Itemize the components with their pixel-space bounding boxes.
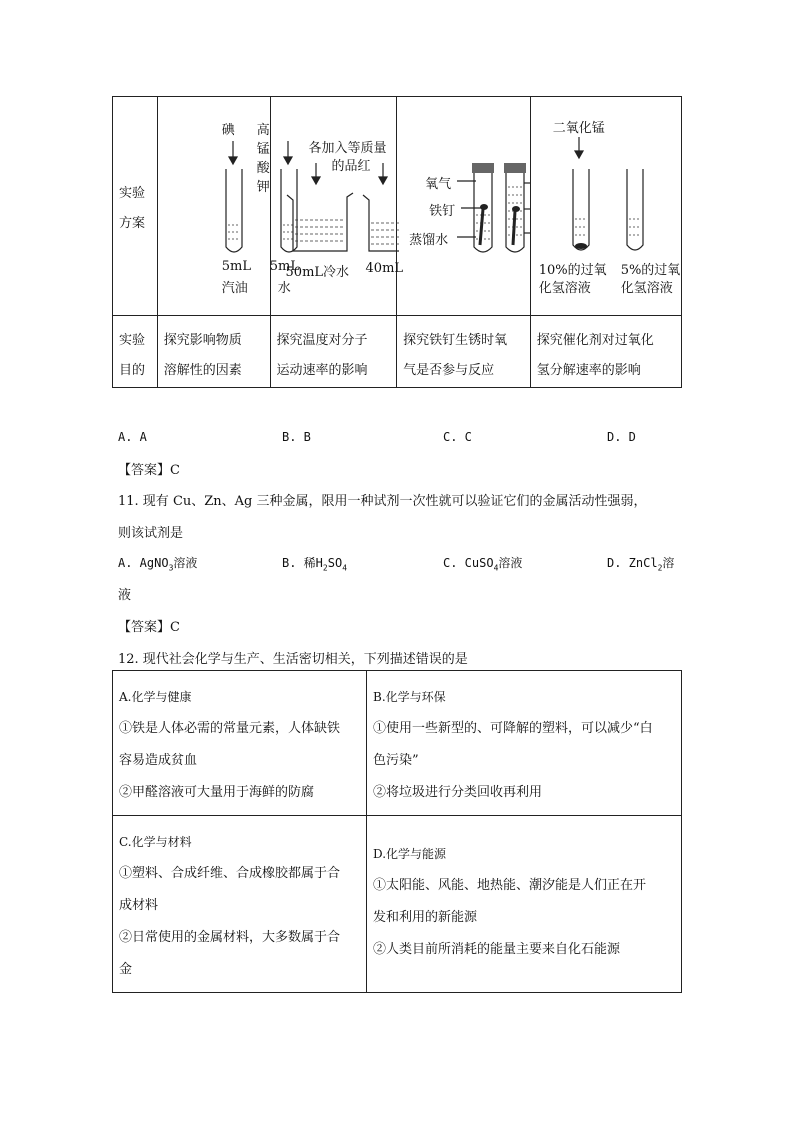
q12-c-line2: 成材料 bbox=[119, 898, 159, 913]
q12-a-line3: ②甲醛溶液可大量用于海鲜的防腐 bbox=[119, 785, 315, 800]
q10-answer: 【答案】C bbox=[118, 463, 180, 478]
q12-b-head: B.化学与环保 bbox=[373, 690, 446, 704]
tube-a-left-solvent: 汽油 bbox=[221, 281, 248, 296]
purpose-c-2: 气是否参与反应 bbox=[403, 363, 495, 378]
q12-table bbox=[112, 670, 682, 993]
h2o2-10-label-2: 化氢溶液 bbox=[538, 281, 591, 296]
q12-b-line2: 色污染” bbox=[373, 753, 419, 768]
pinkred-label-2: 的品红 bbox=[331, 159, 371, 174]
q11-stem-line2: 则该试剂是 bbox=[118, 526, 184, 541]
row-label-scheme bbox=[113, 97, 158, 316]
kmno4-label: 高锰酸钾 bbox=[256, 123, 270, 195]
q10-option-c[interactable]: C. C bbox=[443, 430, 472, 444]
q11-answer: 【答案】C bbox=[118, 620, 180, 635]
purpose-b-2: 运动速率的影响 bbox=[276, 363, 368, 378]
q12-a-head: A.化学与健康 bbox=[119, 690, 192, 704]
q12-option-d[interactable] bbox=[367, 816, 682, 993]
scheme-cell-b bbox=[270, 97, 404, 316]
row-label-scheme-b: 方案 bbox=[119, 216, 146, 231]
beaker-right-label: 40mL bbox=[365, 261, 404, 276]
nail-label: 铁钉 bbox=[429, 204, 456, 219]
row-label-purpose bbox=[113, 316, 158, 388]
scheme-cell-a bbox=[157, 97, 299, 316]
q12-a-line1: ①铁是人体必需的常量元素，人体缺铁 bbox=[119, 721, 341, 736]
q12-b-line3: ②将垃圾进行分类回收再利用 bbox=[373, 785, 543, 800]
q12-c-line4: 金 bbox=[119, 962, 133, 977]
q11-option-b[interactable]: B. 稀$H_2SO_4$ bbox=[282, 556, 348, 573]
q10-option-a[interactable]: A. A bbox=[118, 430, 147, 444]
q12-b-line1: ①使用一些新型的、可降解的塑料，可以减少“白 bbox=[373, 721, 653, 736]
q11-stem-line1: 11. 现有 Cu、Zn、Ag 三种金属，限用一种试剂一次性就可以验证它们的金属活动性强弱， bbox=[118, 494, 647, 509]
q12-a-line2: 容易造成贫血 bbox=[119, 753, 198, 768]
iodine-label: 碘 bbox=[221, 123, 235, 138]
q10-option-d[interactable]: D. D bbox=[607, 430, 636, 444]
q12-option-a[interactable] bbox=[113, 671, 367, 816]
q12-d-head: D.化学与能源 bbox=[373, 847, 447, 861]
q12-d-line1: ①太阳能、风能、地热能、潮汐能是人们正在开 bbox=[373, 878, 647, 893]
beaker-cold-label: 50mL冷水 bbox=[285, 265, 350, 280]
q12-d-line2: 发和利用的新能源 bbox=[373, 910, 478, 925]
purpose-cell-a bbox=[157, 316, 270, 388]
q11-option-d[interactable]: D. ZnCl$_2$溶 bbox=[607, 556, 675, 573]
h2o2-10-label-1: 10%的过氧 bbox=[538, 263, 607, 278]
h2o2-5-label-1: 5%的过氧 bbox=[620, 263, 681, 278]
scheme-cell-d bbox=[530, 97, 681, 316]
purpose-a-1: 探究影响物质 bbox=[163, 333, 242, 348]
q12-c-line3: ②日常使用的金属材料，大多数属于合 bbox=[119, 930, 341, 945]
tube-a-right-volume: 5mL bbox=[269, 259, 299, 274]
purpose-cell-c bbox=[397, 316, 531, 388]
row-label-purpose-b: 目的 bbox=[119, 363, 146, 378]
purpose-c-1: 探究铁钉生锈时氧 bbox=[403, 333, 508, 348]
purpose-d-1: 探究催化剂对过氧化 bbox=[536, 333, 654, 348]
water-label: 蒸馏水 bbox=[409, 233, 449, 248]
oxygen-label: 氧气 bbox=[425, 177, 452, 192]
q12-stem: 12. 现代社会化学与生产、生活密切相关，下列描述错误的是 bbox=[118, 652, 468, 667]
q12-option-b[interactable] bbox=[367, 671, 682, 816]
q12-c-line1: ①塑料、合成纤维、合成橡胶都属于合 bbox=[119, 866, 341, 881]
diffusion-diagram bbox=[271, 97, 399, 315]
q12-d-line3: ②人类目前所消耗的能量主要来自化石能源 bbox=[373, 942, 621, 957]
row-label-scheme-a: 实验 bbox=[119, 186, 146, 201]
h2o2-5-label-2: 化氢溶液 bbox=[620, 281, 673, 296]
experiment-table bbox=[112, 96, 682, 388]
tube-a-left-volume: 5mL bbox=[221, 259, 251, 274]
q10-option-b[interactable]: B. B bbox=[282, 430, 311, 444]
purpose-cell-d bbox=[530, 316, 681, 388]
q12-option-c[interactable] bbox=[113, 816, 367, 993]
tube-a-right-solvent: 水 bbox=[277, 281, 291, 296]
scheme-cell-c bbox=[397, 97, 531, 316]
q11-option-d-wrap: 液 bbox=[118, 588, 132, 603]
row-label-purpose-a: 实验 bbox=[119, 333, 146, 348]
purpose-b-1: 探究温度对分子 bbox=[276, 333, 368, 348]
q11-option-c[interactable]: C. CuSO$_4$溶液 bbox=[443, 556, 523, 573]
q11-option-a[interactable]: A. AgNO$_3$溶液 bbox=[118, 556, 198, 573]
mno2-label: 二氧化锰 bbox=[552, 121, 605, 136]
purpose-d-2: 氢分解速率的影响 bbox=[536, 363, 641, 378]
q12-c-head: C.化学与材料 bbox=[119, 835, 192, 849]
rusting-diagram bbox=[397, 97, 532, 315]
purpose-a-2: 溶解性的因素 bbox=[163, 363, 242, 378]
pinkred-label-1: 各加入等质量 bbox=[308, 141, 387, 156]
purpose-cell-b bbox=[270, 316, 397, 388]
